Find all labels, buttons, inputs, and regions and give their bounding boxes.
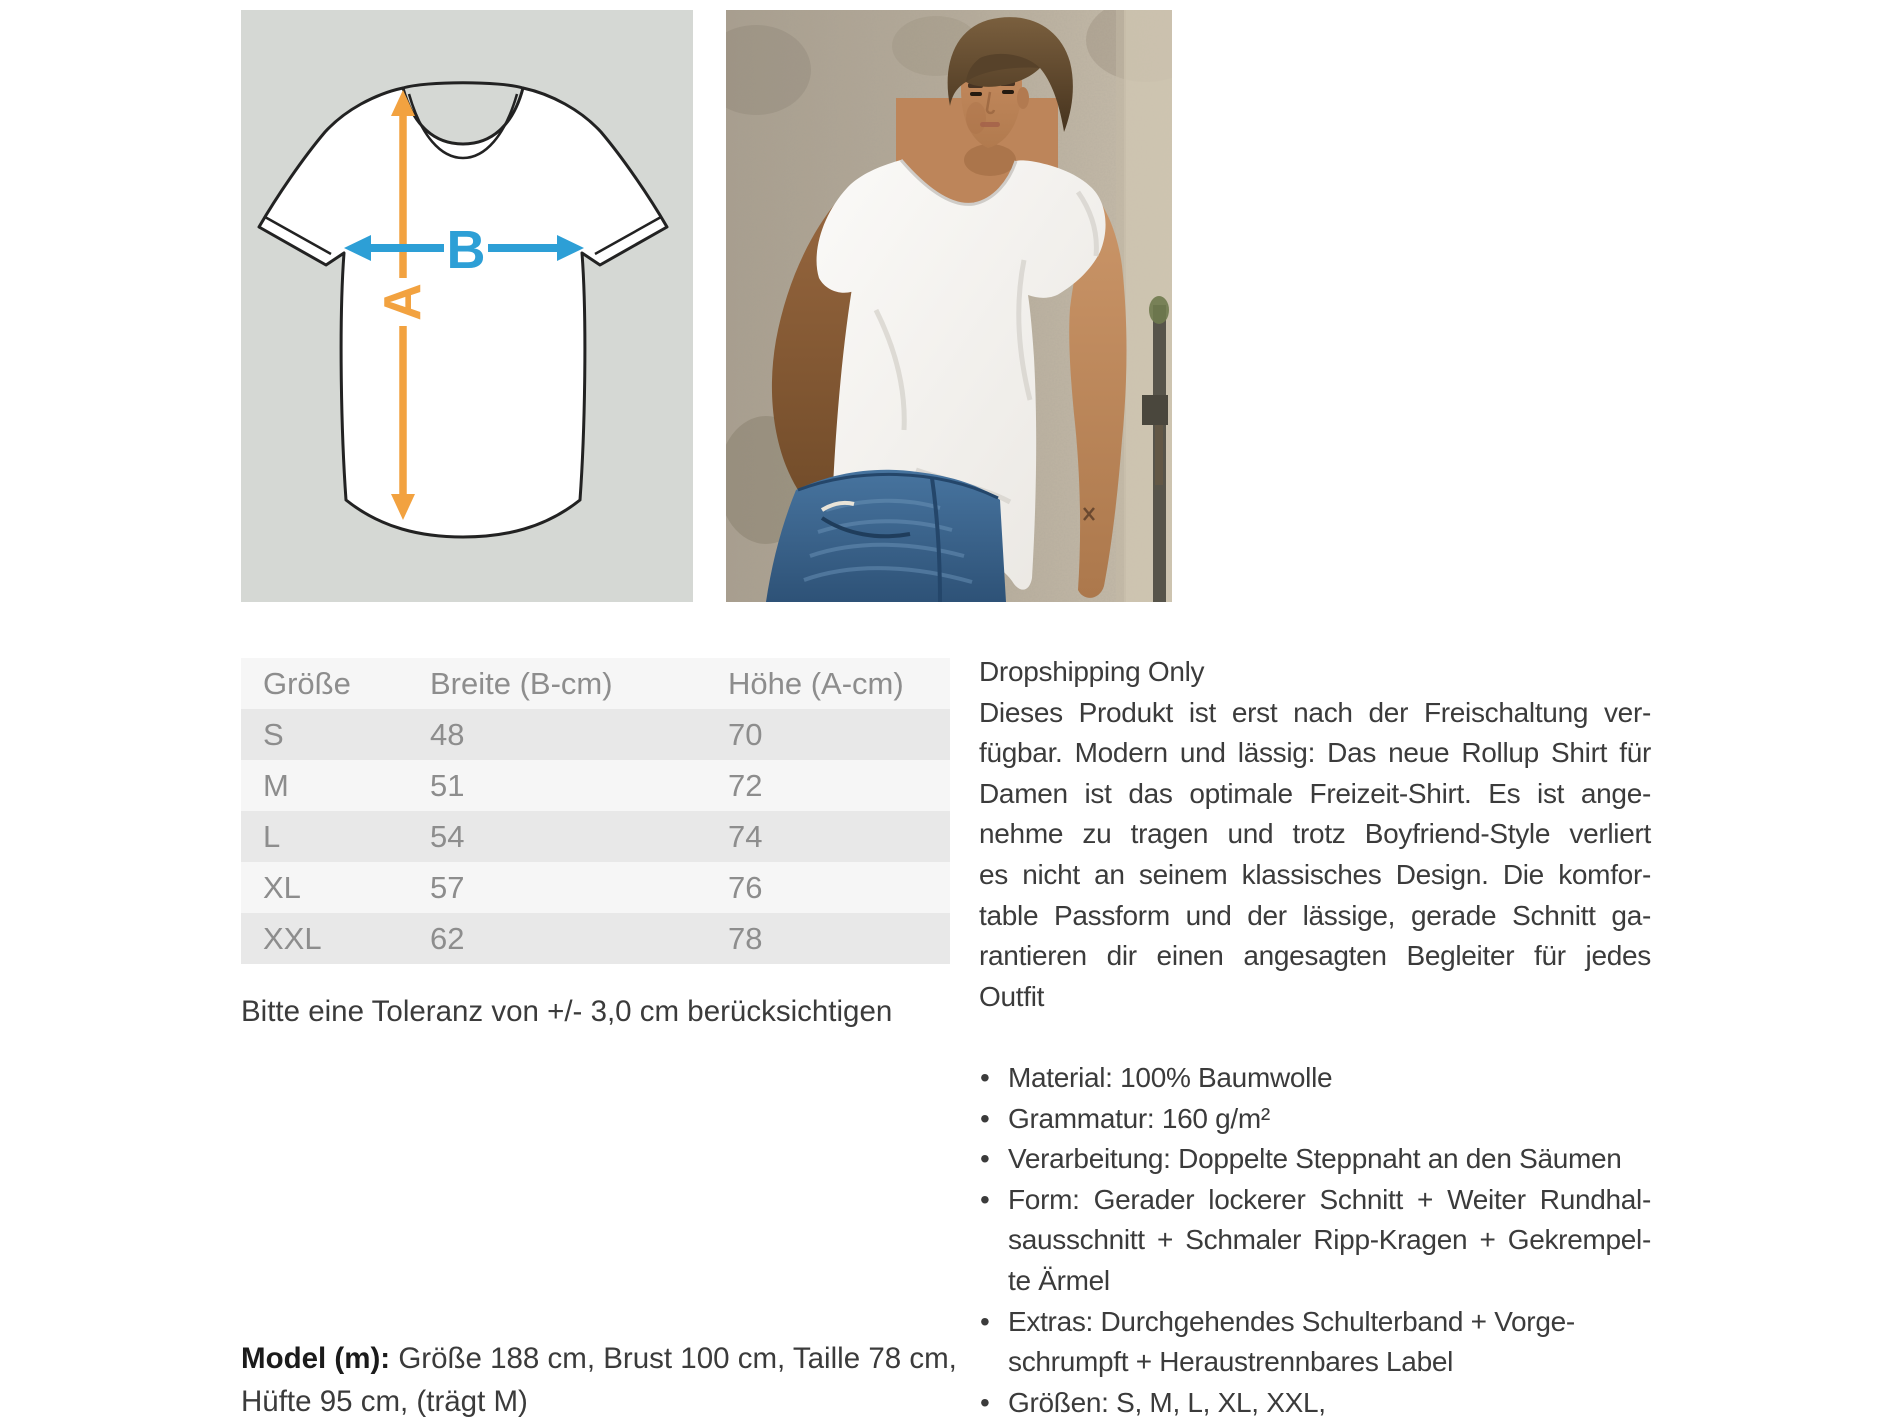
cell-height: 72 [728, 768, 763, 803]
bullet-text: Material: 100% Baumwolle [1008, 1061, 1333, 1093]
model-measurements-line1 [241, 1337, 957, 1380]
tolerance-note: Bitte eine Toleranz von +/- 3,0 cm berücksichtigen [241, 995, 893, 1028]
bullet-icon: • [980, 1102, 990, 1134]
cell-size: L [263, 819, 281, 854]
bullet-form [975, 1180, 1651, 1221]
description-line: es nicht an seinem klassisches Design. Die komfor- [979, 858, 1651, 890]
bullet-text: Verarbeitung: Doppelte Steppnaht an den Säumen [1008, 1143, 1622, 1175]
cell-size: S [263, 717, 284, 752]
description-heading: Dropshipping Only [979, 656, 1205, 687]
table-row [241, 760, 950, 811]
table-row [241, 862, 950, 913]
cell-width: 51 [430, 768, 465, 803]
cell-width: 57 [430, 870, 465, 905]
description-line: nehme zu tragen und trotz Boyfriend-Style verliert [979, 818, 1651, 850]
description-line: Outfit [979, 980, 1045, 1012]
size-chart-table [241, 658, 950, 964]
description-line: Damen ist das optimale Freizeit-Shirt. Es ist ange- [979, 777, 1651, 809]
description-line: rantieren dir einen angesagten Begleiter für jedes [979, 940, 1651, 972]
bullet-grammatur [975, 1099, 1651, 1140]
bullet-icon: • [980, 1183, 990, 1215]
neck-shadow [964, 144, 1016, 176]
cell-width: 62 [430, 921, 465, 956]
cell-size: M [263, 768, 289, 803]
bullet-groessen [975, 1383, 1651, 1423]
paragraph-gap [975, 1017, 1651, 1058]
description-line: fügbar. Modern und lässig: Das neue Rollup Shirt für [979, 737, 1651, 769]
cell-height: 76 [728, 870, 763, 905]
measure-label-a: A [374, 283, 432, 321]
cell-size: XXL [263, 921, 322, 956]
table-header-row [241, 658, 950, 709]
column-header-height: Höhe (A-cm) [728, 666, 904, 701]
cell-height: 74 [728, 819, 763, 854]
column-header-size: Größe [263, 666, 351, 701]
model-photo-illustration [726, 10, 1172, 602]
jeans [766, 470, 1006, 602]
size-diagram-panel [241, 10, 693, 602]
table-row [241, 709, 950, 760]
table-row [241, 913, 950, 964]
model-measurements-line2: Hüfte 95 cm, (trägt M) [241, 1385, 528, 1418]
cell-height: 78 [728, 921, 763, 956]
description-line: Dieses Produkt ist erst nach der Freischaltung ver- [979, 696, 1651, 728]
measure-label-b: B [446, 220, 486, 280]
bullet-icon: • [980, 1143, 990, 1175]
bullet-text: Größen: S, M, L, XL, XXL, [1008, 1386, 1326, 1418]
bullet-verarbeitung [975, 1139, 1651, 1180]
description-line: table Passform und der lässige, gerade Schnitt ga- [979, 899, 1651, 931]
cell-size: XL [263, 870, 301, 905]
cell-width: 48 [430, 717, 465, 752]
bullet-text: Form: Gerader lockerer Schnitt + Weiter Rundhal- [1008, 1183, 1651, 1215]
model-measurements [241, 1337, 957, 1423]
cell-width: 54 [430, 819, 465, 854]
bullet-text: Extras: Durchgehendes Schulterband + Vorge- [1008, 1305, 1575, 1337]
tshirt-measure-diagram [241, 10, 693, 602]
bullet-icon: • [980, 1386, 990, 1418]
bullet-form-line2: sausschnitt + Schmaler Ripp-Kragen + Gekrempel- [1008, 1224, 1651, 1256]
bullet-icon: • [980, 1305, 990, 1337]
bullet-form-line3: te Ärmel [1008, 1264, 1110, 1296]
bullet-extras-line2: schrumpft + Heraustrennbares Label [1008, 1346, 1454, 1378]
model-label: Model (m): [241, 1342, 391, 1375]
bullet-extras [975, 1302, 1651, 1343]
model-photo [726, 10, 1172, 602]
column-header-width: Breite (B-cm) [430, 666, 613, 701]
model-measurements-values: Größe 188 cm, Brust 100 cm, Taille 78 cm, [390, 1342, 957, 1375]
table-row [241, 811, 950, 862]
bullet-material [975, 1058, 1651, 1099]
bullet-icon: • [980, 1061, 990, 1093]
bullet-text: Grammatur: 160 g/m² [1008, 1102, 1270, 1134]
cell-height: 70 [728, 717, 763, 752]
product-description [975, 652, 1651, 1423]
